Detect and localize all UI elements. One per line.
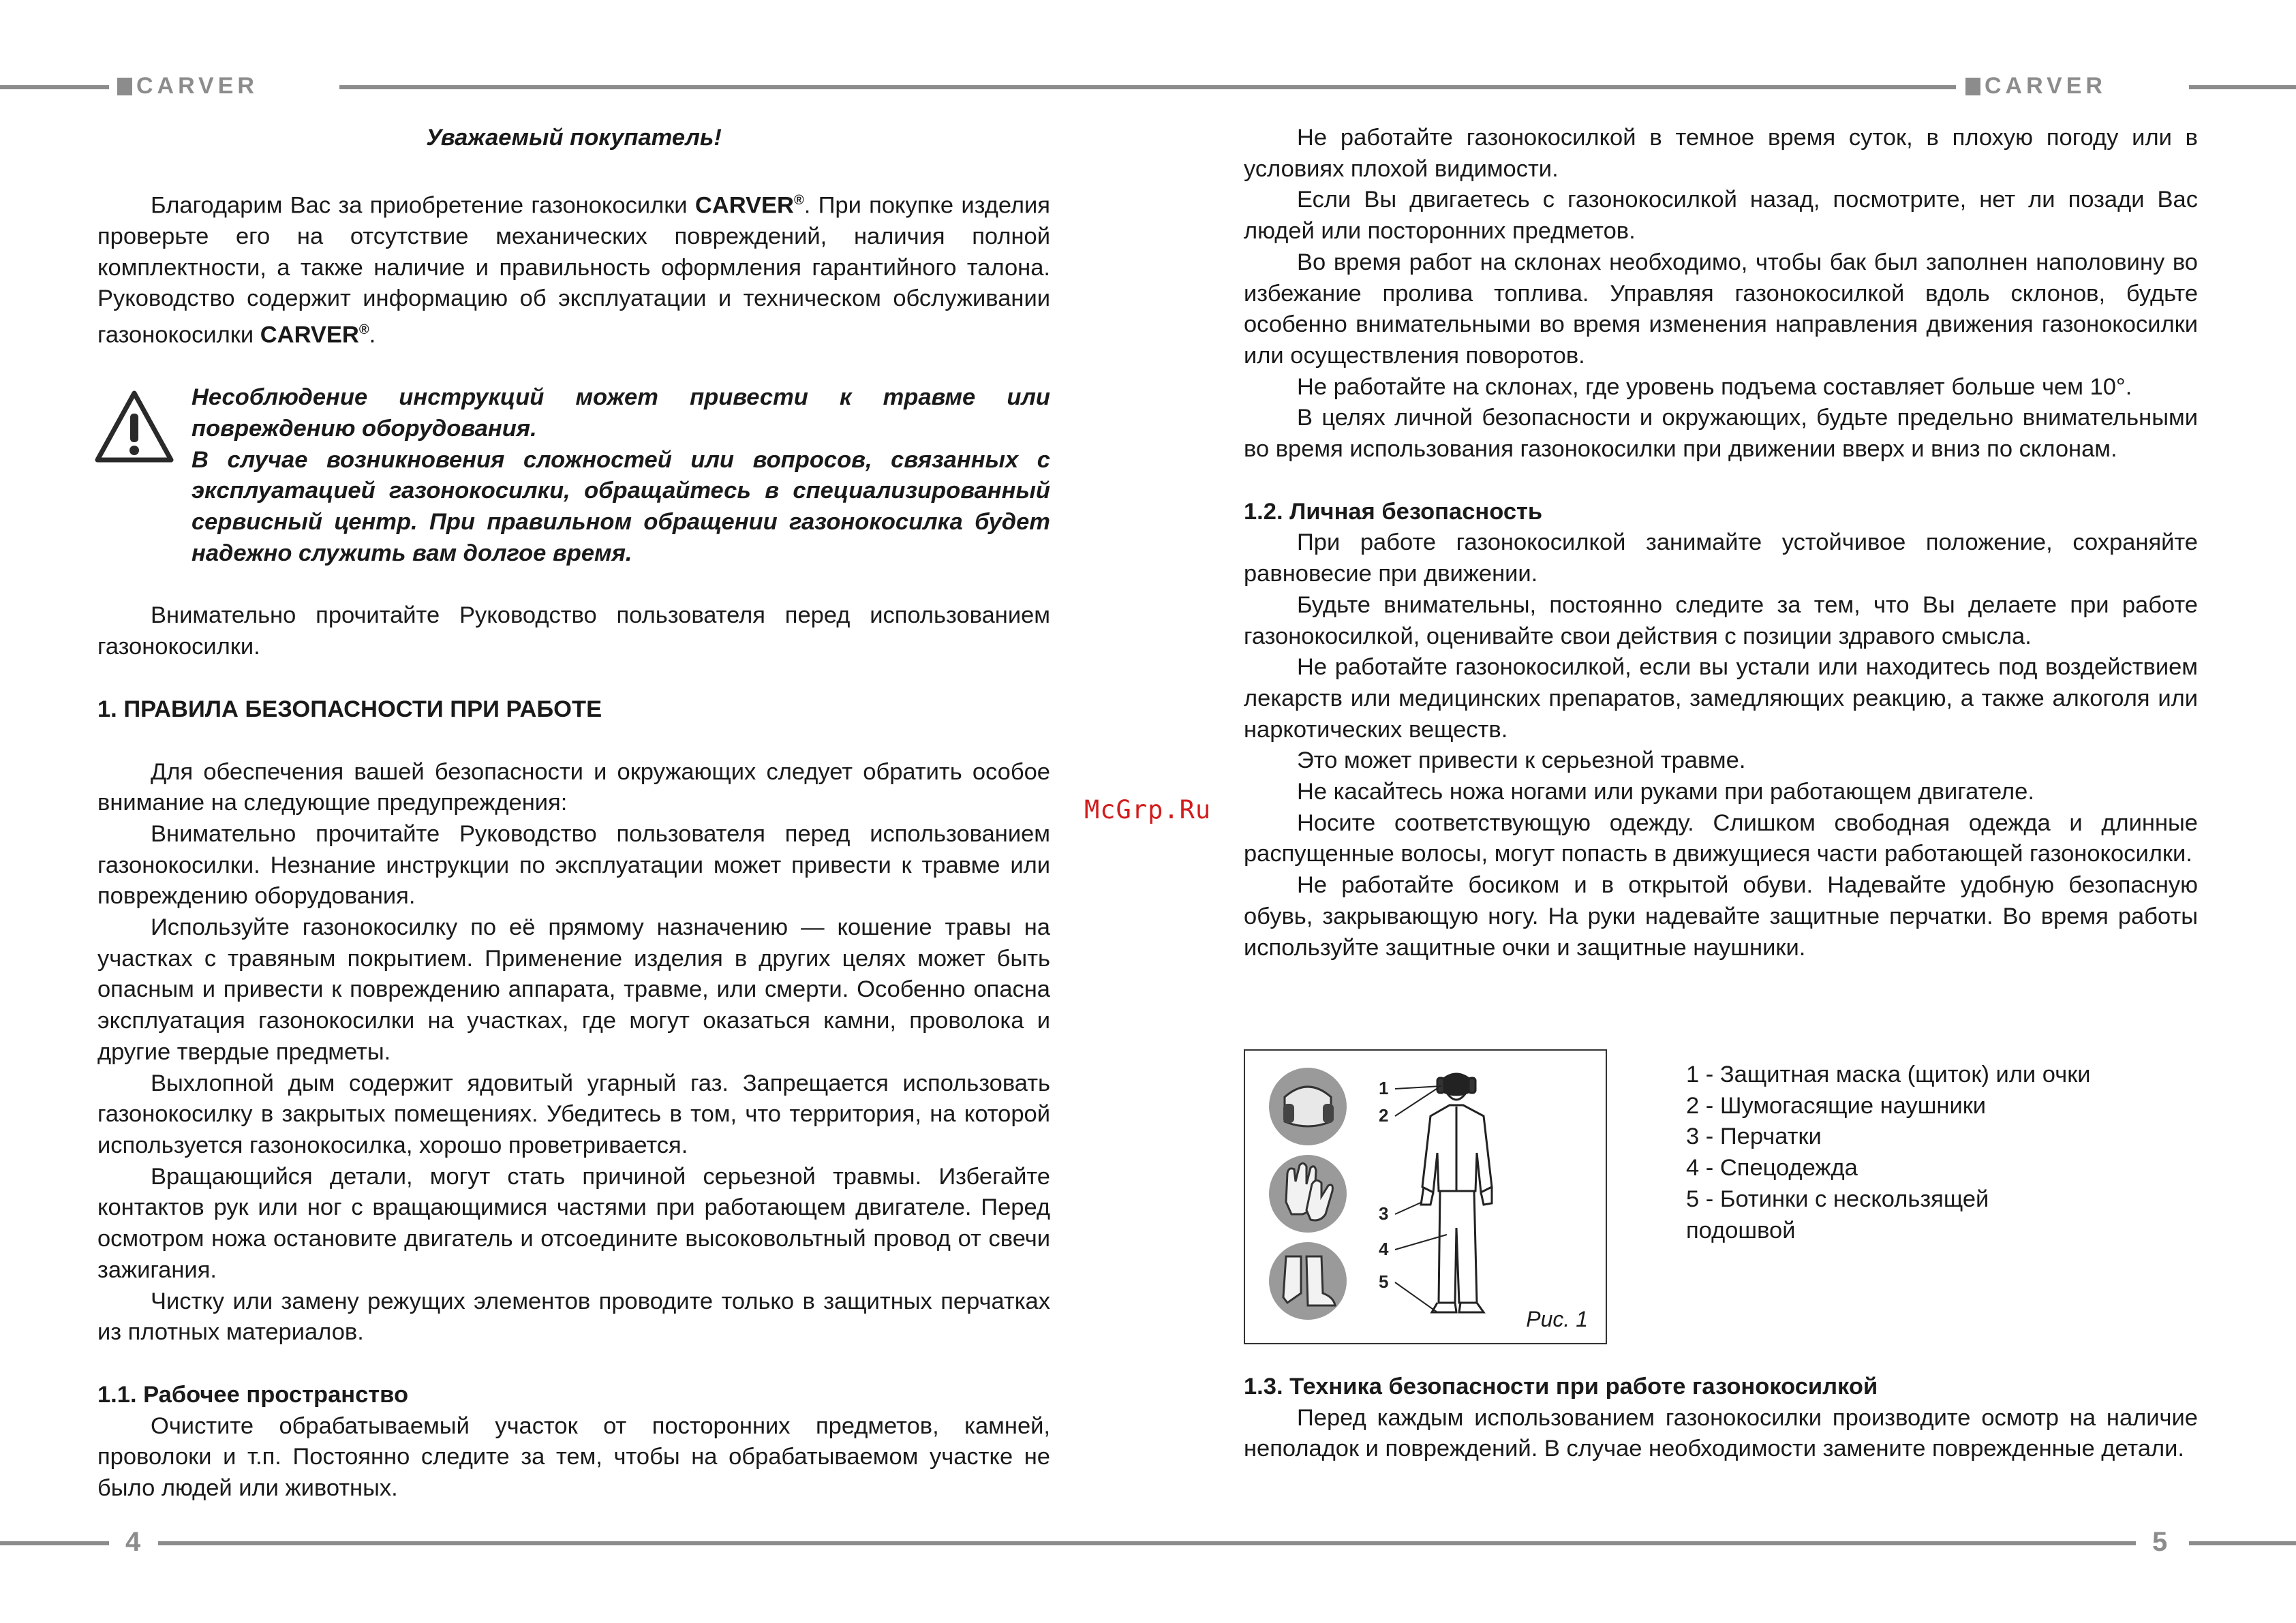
header-rule-center [339,85,1956,89]
figure-legend [1686,1060,2091,1246]
section-1-2-paragraph: Не касайтесь ножа ногами или руками при работающем двигателе. [1297,779,2034,805]
footer-rule-center [158,1541,2136,1545]
section-1-2-paragraph: Это может привести к серьезной травме. [1297,747,1746,774]
footer-rule-left [0,1541,109,1545]
callout-4: 4 [1379,1239,1389,1259]
section-1-2-paragraph: Будьте внимательны, постоянно следите за тем, что Вы делаете при работе газонокосилкой, оценивайте свои действия с позиции здравого смысла. [1244,591,2198,649]
footer-rule-right [2189,1541,2296,1545]
section-1-3-heading: 1.3. Техника безопасности при работе газонокосилкой [1244,1374,1878,1400]
section-1-2-paragraph: Носите соответствующую одежду. Слишком свободная одежда и длинные распущенные волосы, могут попасть в движущиеся части работающей газонокосилки. [1244,809,2198,867]
callout-2: 2 [1379,1105,1389,1126]
section-1-1-heading: 1.1. Рабочее пространство [97,1381,409,1408]
legend-item: 4 - Спецодежда [1686,1155,1858,1181]
section-1-2-heading: 1.2. Личная безопасность [1244,498,1543,525]
legend-item: 5 - Ботинки с нескользящей [1686,1186,1989,1212]
brand-logo-left: CARVER [117,72,258,99]
watermark-link[interactable]: McGrp.Ru [1084,795,1212,824]
face-shield-icon [1269,1068,1347,1145]
section-1-paragraph: Для обеспечения вашей безопасности и окружающих следует обратить особое внимание на следующие предупреждения: [97,758,1050,816]
warning-block [97,382,1050,569]
gloves-icon [1269,1155,1347,1233]
header-rule-left [0,85,109,89]
section-1-paragraph: Внимательно прочитайте Руководство пользователя перед использованием газонокосилки. Незнание инструкции по эксплуатации может привести к травме или повреждению оборудования. [97,820,1050,910]
section-1-3-paragraph: Перед каждым использованием газонокосилки производите осмотр на наличие неполадок и повреждений. В случае необходимости замените поврежденные детали. [1244,1404,2198,1462]
warning-text: Несоблюдение инструкций может привести к травме или повреждению оборудования. В случае возникновения сложностей или вопросов, связанных с эксплуатацией газонокосилки, обращайтесь в специализированный сервисный центр. При правильном обращении газонокосилка будет надежно служить вам долгое время. [192,384,1050,566]
left-page-column [97,123,1050,1504]
person-in-workwear-icon [1421,1074,1492,1312]
section-1-2-paragraph: Не работайте газонокосилкой, если вы устали или находитесь под воздействием лекарств или медицинских препаратов, замедляющих реакцию, а также алкоголя или наркотических веществ. [1244,654,2198,743]
protective-gear-figure [1244,1049,1607,1344]
right-paragraph: Если Вы двигаетесь с газонокосилкой назад, посмотрите, нет ли позади Вас людей или посторонних предметов. [1244,187,2198,245]
section-1-2-paragraph: При работе газонокосилкой занимайте устойчивое положение, сохраняйте равновесие при движении. [1244,529,2198,587]
callout-3: 3 [1379,1203,1389,1224]
page-number-right: 5 [2152,1527,2168,1557]
header-rule-right [2189,85,2296,89]
section-1-paragraph: Вращающийся детали, могут стать причиной серьезной травмы. Избегайте контактов рук или ног с вращающимися частями при работающем двигателе. Перед осмотром ножа остановите двигатель и отсоедините высоковольтный провод от свечи зажигания. [97,1163,1050,1283]
intro-paragraph: Благодарим Вас за приобретение газонокосилки CARVER®. При покупке изделия проверьте его на отсутствие механических повреждений, наличия полной комплектности, а также наличие и правильность оформления гарантийного талона. Руководство содержит информацию об эксплуатации и техническом обслуживании газонокосилки CARVER®. [97,192,1050,348]
brand-logo-right: CARVER [1965,72,2107,99]
section-1-paragraph: Выхлопной дым содержит ядовитый угарный газ. Запрещается использовать газонокосилку в закрытых помещениях. Убедитесь в том, что территория, на которой используется газонокосилка, хорошо проветривается. [97,1070,1050,1158]
callout-5: 5 [1379,1271,1389,1292]
callout-1: 1 [1379,1078,1389,1098]
section-1-1-paragraph: Очистите обрабатываемый участок от посторонних предметов, камней, проволоки и т.п. Постоянно следите за тем, чтобы на обрабатываемом участке не было людей или животных. [97,1412,1050,1502]
greeting-title: Уважаемый покупатель! [426,125,722,151]
boots-icon [1269,1242,1347,1320]
right-paragraph: Не работайте на склонах, где уровень подъема составляет больше чем 10°. [1297,373,2132,400]
right-paragraph: В целях личной безопасности и окружающих, будьте предельно внимательными во время использования газонокосилки при движении вверх и вниз по склонам. [1244,405,2198,463]
legend-item: 2 - Шумогасящие наушники [1686,1092,1987,1119]
legend-item: подошвой [1686,1217,1796,1243]
figure-caption: Рис. 1 [1526,1307,1588,1331]
section-1-paragraph: Используйте газонокосилку по её прямому назначению — кошение травы на участках с травяным покрытием. Применение изделия в других целях может быть опасным и привести к повреждению аппарата, травме, или смерти. Особенно опасна эксплуатация газонокосилки на участках, где могут оказаться камни, проволока и другие твердые предметы. [97,914,1050,1065]
section-1-paragraph: Чистку или замену режущих элементов проводите только в защитных перчатках из плотных материалов. [97,1288,1050,1346]
page-number-left: 4 [125,1527,141,1557]
legend-item: 3 - Перчатки [1686,1124,1822,1150]
read-manual-paragraph: Внимательно прочитайте Руководство пользователя перед использованием газонокосилки. [97,602,1050,660]
protective-gear-illustration [1245,1051,1606,1343]
warning-triangle-icon [93,389,175,473]
section-1-3 [1244,1372,2198,1465]
right-paragraph: Не работайте газонокосилкой в темное время суток, в плохую погоду или в условиях плохой видимости. [1244,125,2198,182]
section-1-2-paragraph: Не работайте босиком и в открытой обуви. Надевайте удобную безопасную обувь, закрывающую ногу. На руки надевайте защитные перчатки. Во время работы используйте защитные очки и защитные наушники. [1244,872,2198,961]
right-page-column [1244,123,2198,963]
right-paragraph: Во время работ на склонах необходимо, чтобы бак был заполнен наполовину во избежание пролива топлива. Управляя газонокосилкой вдоль склонов, будьте особенно внимательными во время изменения направления движения газонокосилки или осуществления поворотов. [1244,249,2198,369]
legend-item: 1 - Защитная маска (щиток) или очки [1686,1062,2091,1087]
section-1-heading: 1. ПРАВИЛА БЕЗОПАСНОСТИ ПРИ РАБОТЕ [97,696,602,722]
